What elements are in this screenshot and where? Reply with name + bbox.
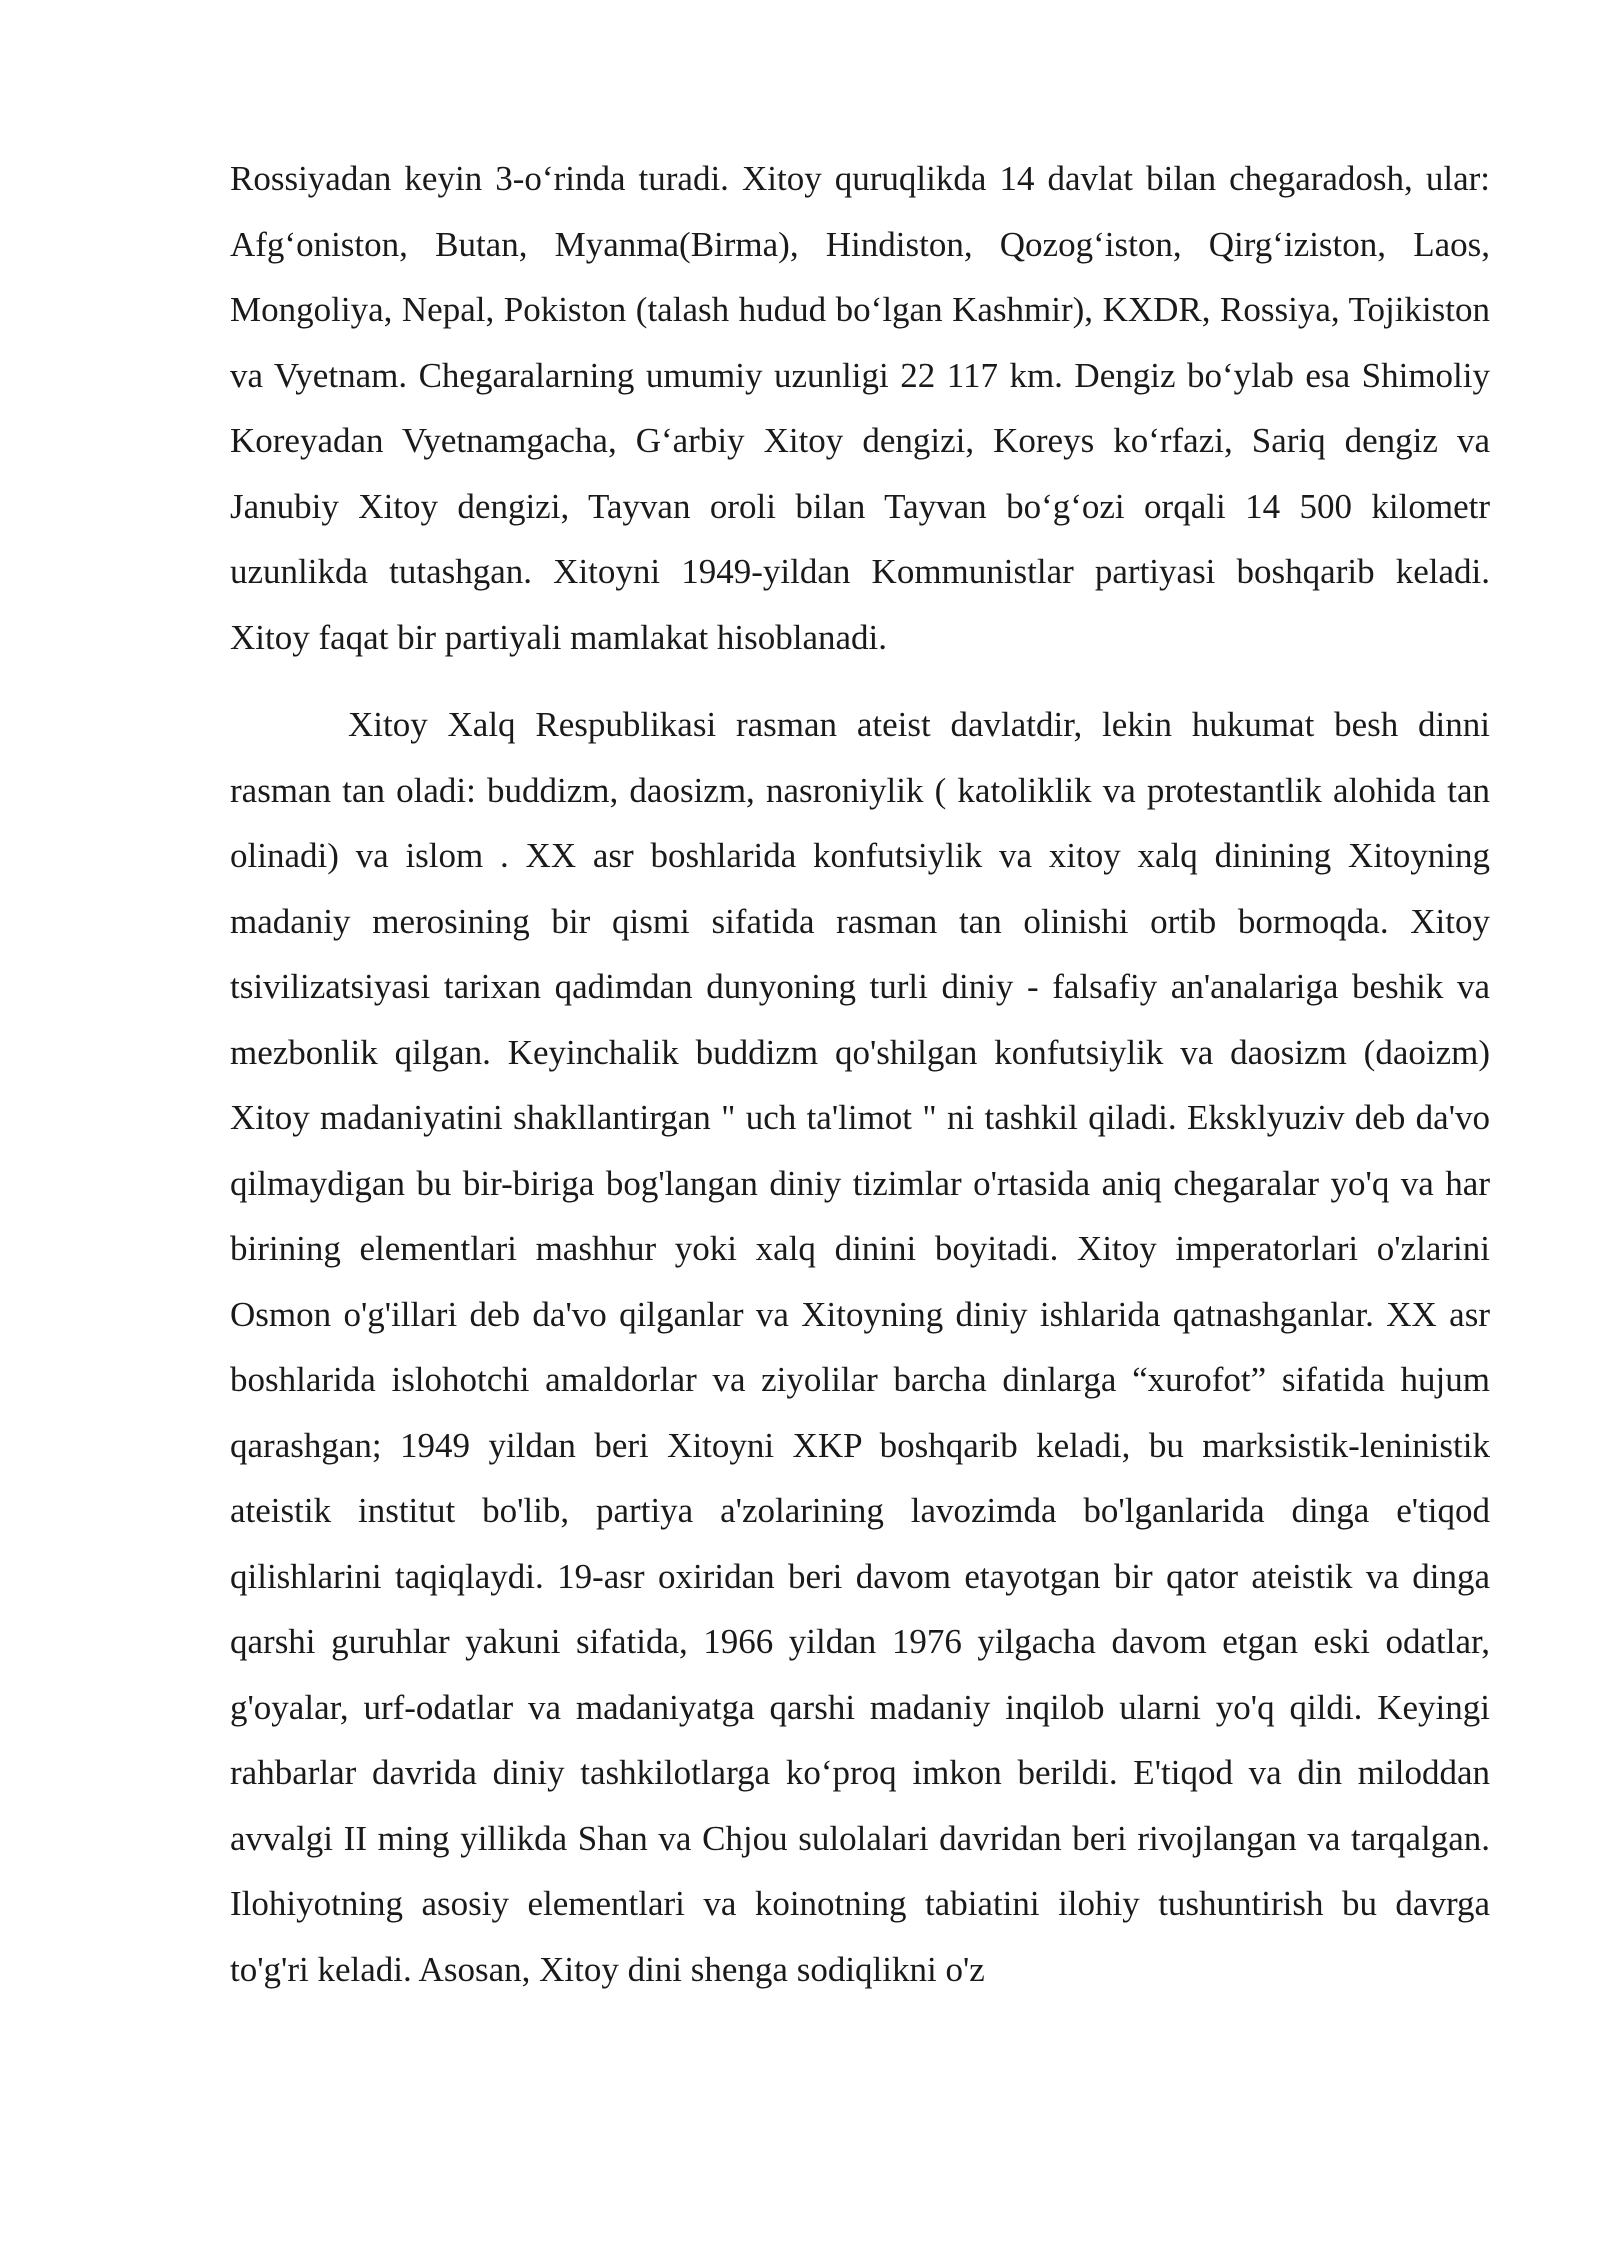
- document-body: [230, 146, 1490, 2002]
- paragraph-religion: Xitoy Xalq Respublikasi rasman ateist davlatdir, lekin hukumat besh dinni rasman tan oladi: buddizm, daosizm, nasroniylik ( katoliklik va protestantlik alohida tan olinadi) va islom . XX asr boshlarida konfutsiylik va xitoy xalq dinining Xitoyning madaniy merosining bir qismi sifatida rasman tan olinishi ortib bormoqda. Xitoy tsivilizatsiyasi tarixan qadimdan dunyoning turli diniy - falsafiy an'analariga beshik va mezbonlik qilgan. Keyinchalik buddizm qo'shilgan konfutsiylik va daosizm (daoizm) Xitoy madaniyatini shakllantirgan " uch ta'limot " ni tashkil qiladi. Eksklyuziv deb da'vo qilmaydigan bu bir-biriga bog'langan diniy tizimlar o'rtasida aniq chegaralar yo'q va har birining elementlari mashhur yoki xalq dinini boyitadi. Xitoy imperatorlari o'zlarini Osmon o'g'illari deb da'vo qilganlar va Xitoyning diniy ishlarida qatnashganlar. XX asr boshlarida islohotchi amaldorlar va ziyolilar barcha dinlarga “xurofot” sifatida hujum qarashgan; 1949 yildan beri Xitoyni XKP boshqarib keladi, bu marksistik-leninistik ateistik institut bo'lib, partiya a'zolarining lavozimda bo'lganlarida dinga e'tiqod qilishlarini taqiqlaydi. 19-asr oxiridan beri davom etayotgan bir qator ateistik va dinga qarshi guruhlar yakuni sifatida, 1966 yildan 1976 yilgacha davom etgan eski odatlar, g'oyalar, urf-odatlar va madaniyatga qarshi madaniy inqilob ularni yo'q qildi. Keyingi rahbarlar davrida diniy tashkilotlarga ko‘proq imkon berildi. E'tiqod va din miloddan avvalgi II ming yillikda Shan va Chjou sulolalari davridan beri rivojlangan va tarqalgan. Ilohiyotning asosiy elementlari va koinotning tabiatini ilohiy tushuntirish bu davrga to'g'ri keladi. Asosan, Xitoy dini shenga sodiqlikni o'z: [230, 705, 1490, 1989]
- paragraph-borders: Rossiyadan keyin 3-o‘rinda turadi. Xitoy quruqlikda 14 davlat bilan chegaradosh, ular: Afg‘oniston, Butan, Myanma(Birma), Hindiston, Qozog‘iston, Qirg‘iziston, Laos, Mongoliya, Nepal, Pokiston (talash hudud bo‘lgan Kashmir), KXDR, Rossiya, Tojikiston va Vyetnam. Chegaralarning umumiy uzunligi 22 117 km. Dengiz bo‘ylab esa Shimoliy Koreyadan Vyetnamgacha, G‘arbiy Xitoy dengizi, Koreys ko‘rfazi, Sariq dengiz va Janubiy Xitoy dengizi, Tayvan oroli bilan Tayvan bo‘g‘ozi orqali 14 500 kilometr uzunlikda tutashgan. Xitoyni 1949-yildan Kommunistlar partiyasi boshqarib keladi. Xitoy faqat bir partiyali mamlakat hisoblanadi.: [230, 159, 1490, 657]
